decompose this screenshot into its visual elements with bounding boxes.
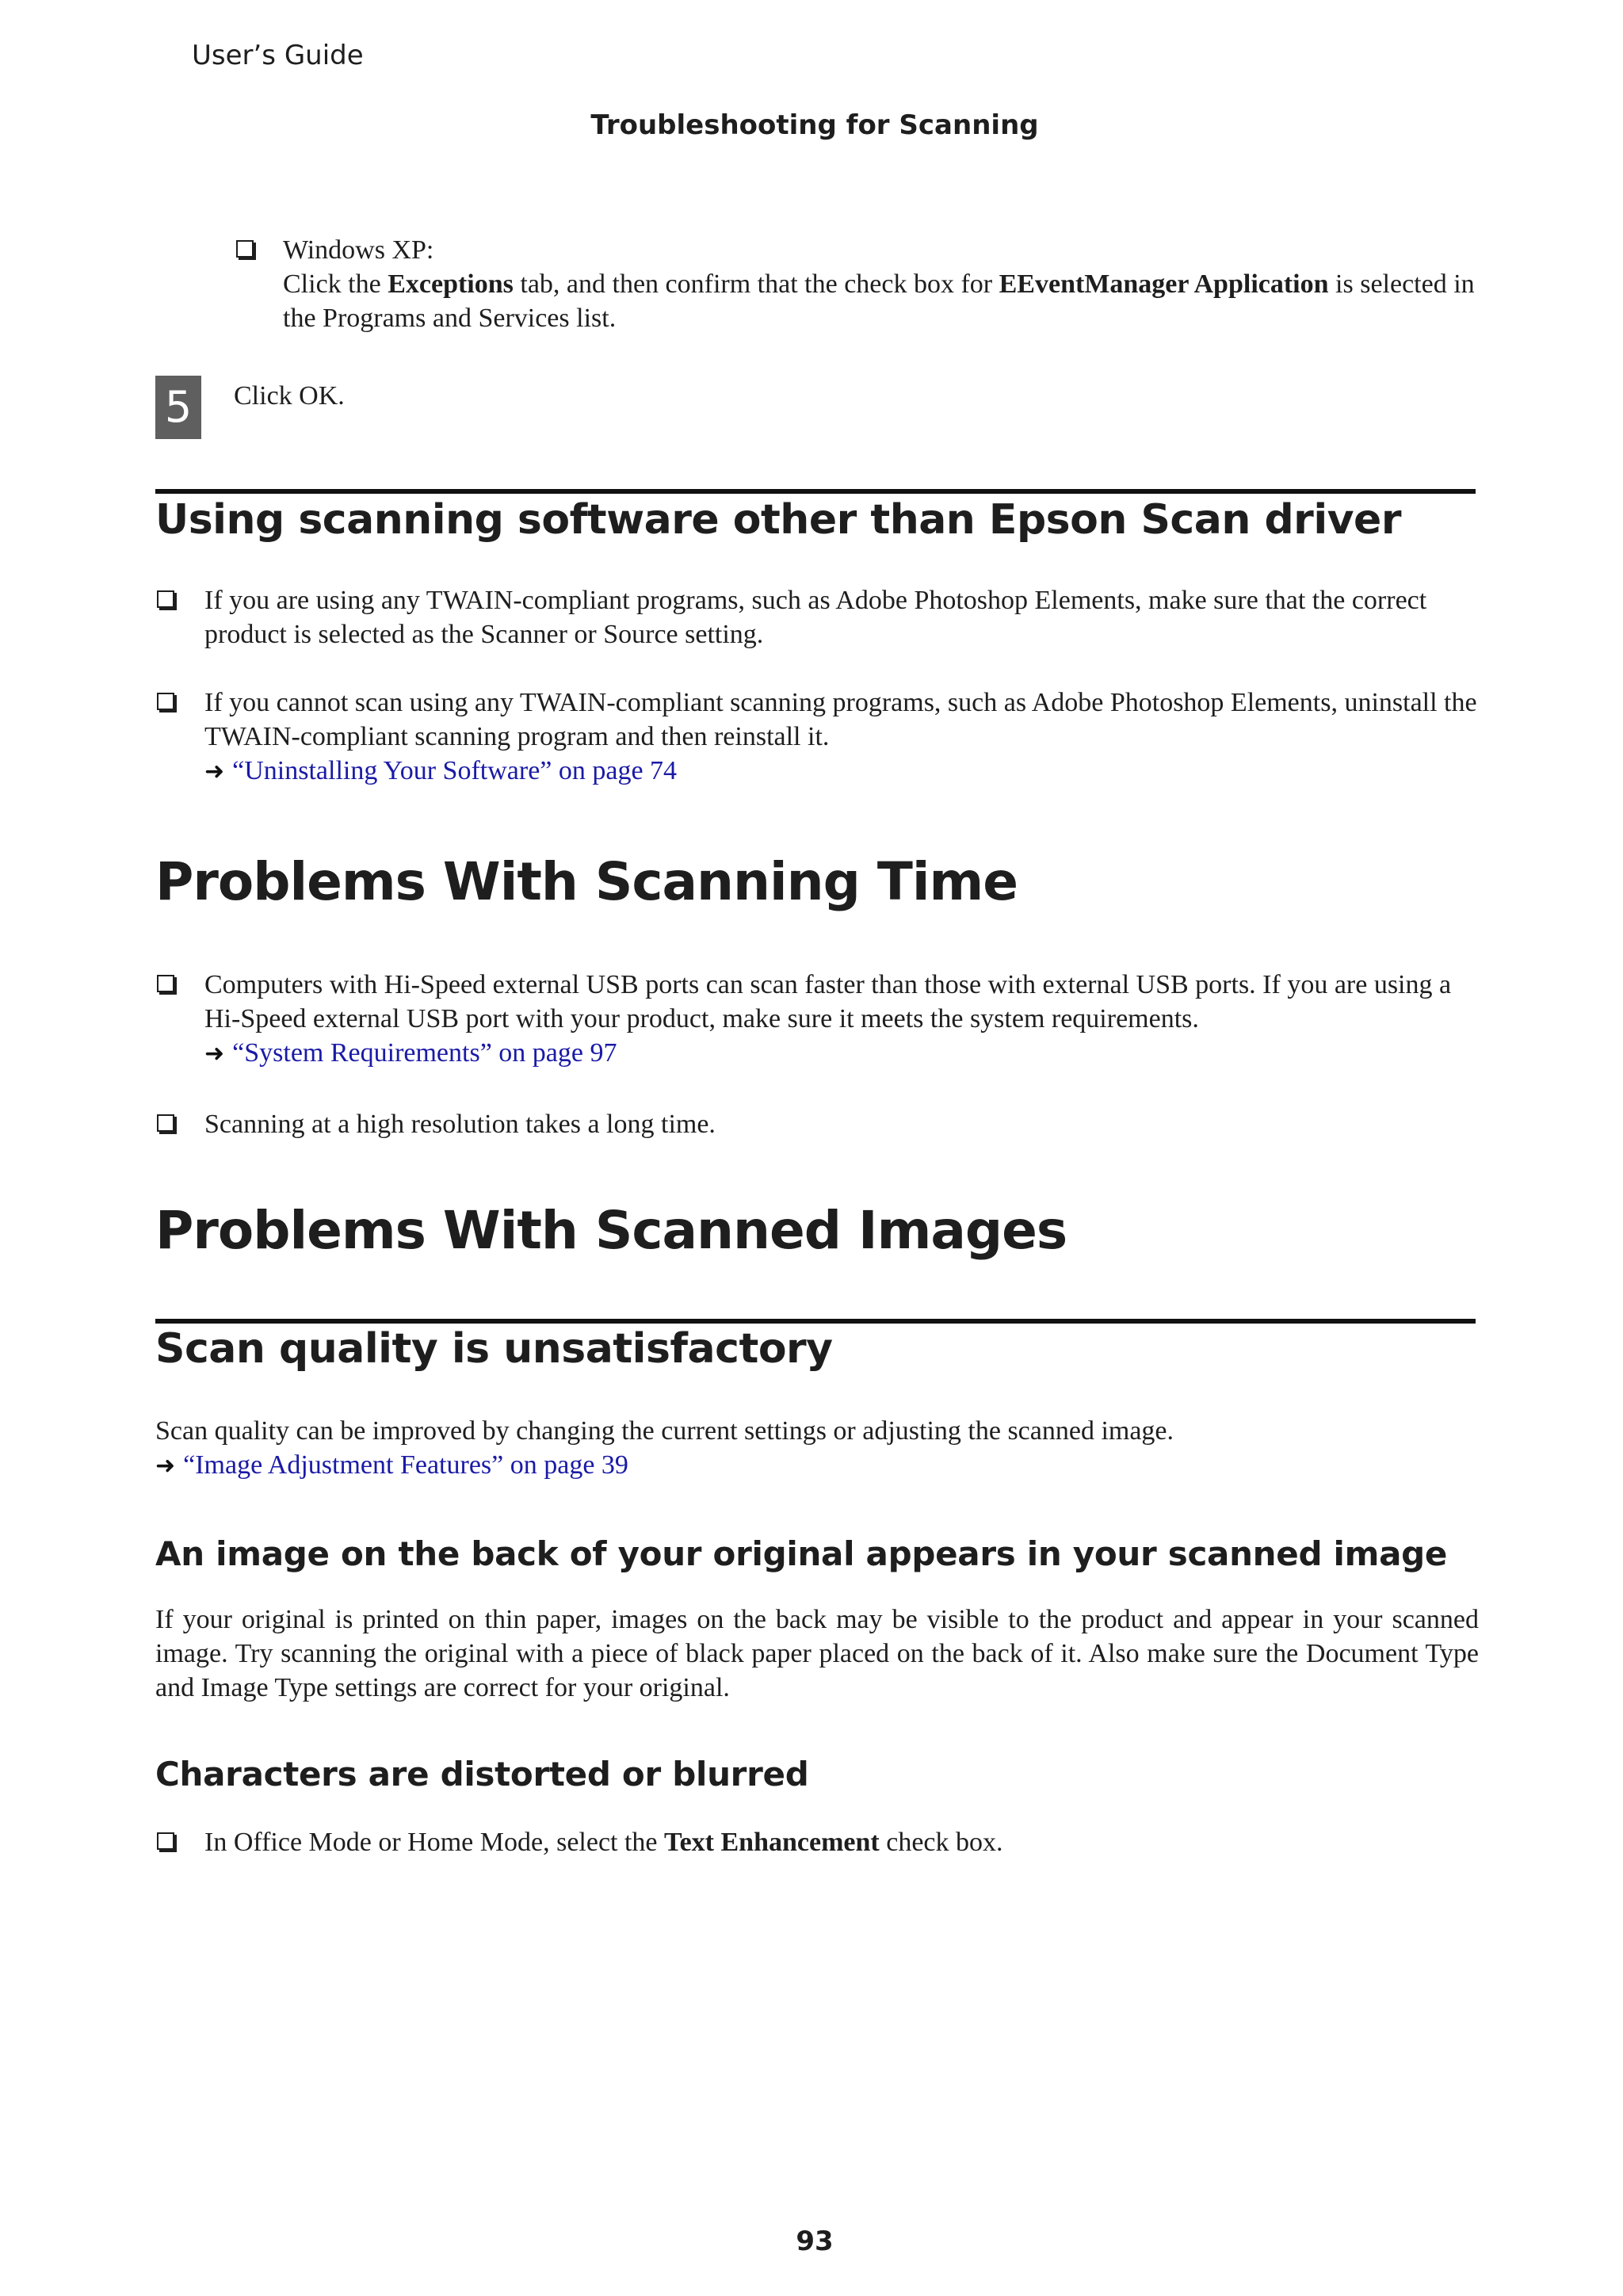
heading-scanning-time: Problems With Scanning Time: [155, 851, 1018, 912]
checkbox-bullet-icon: [157, 590, 174, 608]
text-enhancement-label: Text Enhancement: [664, 1828, 880, 1857]
section-rule: [155, 1319, 1476, 1324]
step-5-text: Click OK.: [234, 381, 345, 411]
characters-text-pre: In Office Mode or Home Mode, select the: [204, 1828, 665, 1857]
winxp-text-pre: Click the: [283, 269, 388, 299]
scanning-time-item-2: Scanning at a high resolution takes a long time.: [204, 1110, 716, 1139]
back-image-text: If your original is printed on thin paper, images on the back may be visible to the product and appear in your scanned image. Try scanning the original with a piece of black paper placed on the back of it. Also make sure the Document Type and Image Type settings are correct for your original.: [155, 1605, 1479, 1702]
uninstall-link-row: [204, 754, 1479, 789]
page-number: 93: [796, 2225, 834, 2257]
arrow-right-icon: ➜: [204, 1040, 225, 1068]
image-adjustment-link[interactable]: “Image Adjustment Features” on page 39: [183, 1450, 628, 1480]
checkbox-bullet-icon: [157, 693, 174, 710]
checkbox-bullet-icon: [157, 975, 174, 992]
heading-characters: Characters are distorted or blurred: [155, 1755, 809, 1794]
image-adjustment-link-row: [155, 1448, 1479, 1483]
using-software-item-2-text: If you cannot scan using any TWAIN-compliant scanning programs, such as Adobe Photoshop Elements, uninstall the TWAIN-compliant scanning program and then reinstall it.: [204, 688, 1477, 751]
using-software-item-2: [204, 686, 1479, 789]
characters-item: [204, 1825, 1479, 1859]
system-requirements-link[interactable]: “System Requirements” on page 97: [232, 1038, 617, 1068]
checkbox-bullet-icon: [157, 1832, 174, 1850]
arrow-right-icon: ➜: [155, 1452, 176, 1480]
section-rule: [155, 489, 1476, 494]
header-section-title: Troubleshooting for Scanning: [590, 109, 1039, 141]
winxp-exceptions: Exceptions: [388, 269, 514, 299]
characters-text-post: check box.: [879, 1828, 1003, 1857]
using-software-item-1: If you are using any TWAIN-compliant programs, such as Adobe Photoshop Elements, make sure that the correct product is selected as the Scanner or Source setting.: [204, 586, 1427, 649]
heading-scan-quality: Scan quality is unsatisfactory: [155, 1325, 833, 1373]
heading-using-software: Using scanning software other than Epson Scan driver: [155, 496, 1401, 544]
heading-back-image: An image on the back of your original appears in your scanned image: [155, 1534, 1448, 1573]
uninstall-software-link[interactable]: “Uninstalling Your Software” on page 74: [232, 756, 678, 785]
scan-quality-body: [155, 1414, 1479, 1483]
system-req-link-row: [204, 1036, 1479, 1071]
checkbox-bullet-icon: [157, 1114, 174, 1132]
arrow-right-icon: ➜: [204, 758, 225, 785]
header-guide-title: User’s Guide: [192, 40, 364, 71]
step-number-badge: 5: [155, 376, 201, 439]
winxp-body: [283, 267, 1478, 335]
winxp-item: [283, 233, 1478, 335]
winxp-eeventmanager: EEventManager Application: [999, 269, 1329, 299]
scan-quality-text: Scan quality can be improved by changing the current settings or adjusting the scanned image.: [155, 1416, 1174, 1446]
scanning-time-item-1: [204, 968, 1479, 1071]
checkbox-bullet-icon: [236, 240, 254, 258]
winxp-title: Windows XP:: [283, 235, 434, 265]
winxp-text-post: is selected in the Programs and Services list.: [283, 269, 1475, 333]
scanning-time-item-1-text: Computers with Hi-Speed external USB ports can scan faster than those with external USB ports. If you are using a Hi-Speed external USB port with your product, make sure it meets the system requirements.: [204, 970, 1452, 1033]
winxp-text-mid: tab, and then confirm that the check box for: [513, 269, 999, 299]
heading-scanned-images: Problems With Scanned Images: [155, 1200, 1067, 1261]
